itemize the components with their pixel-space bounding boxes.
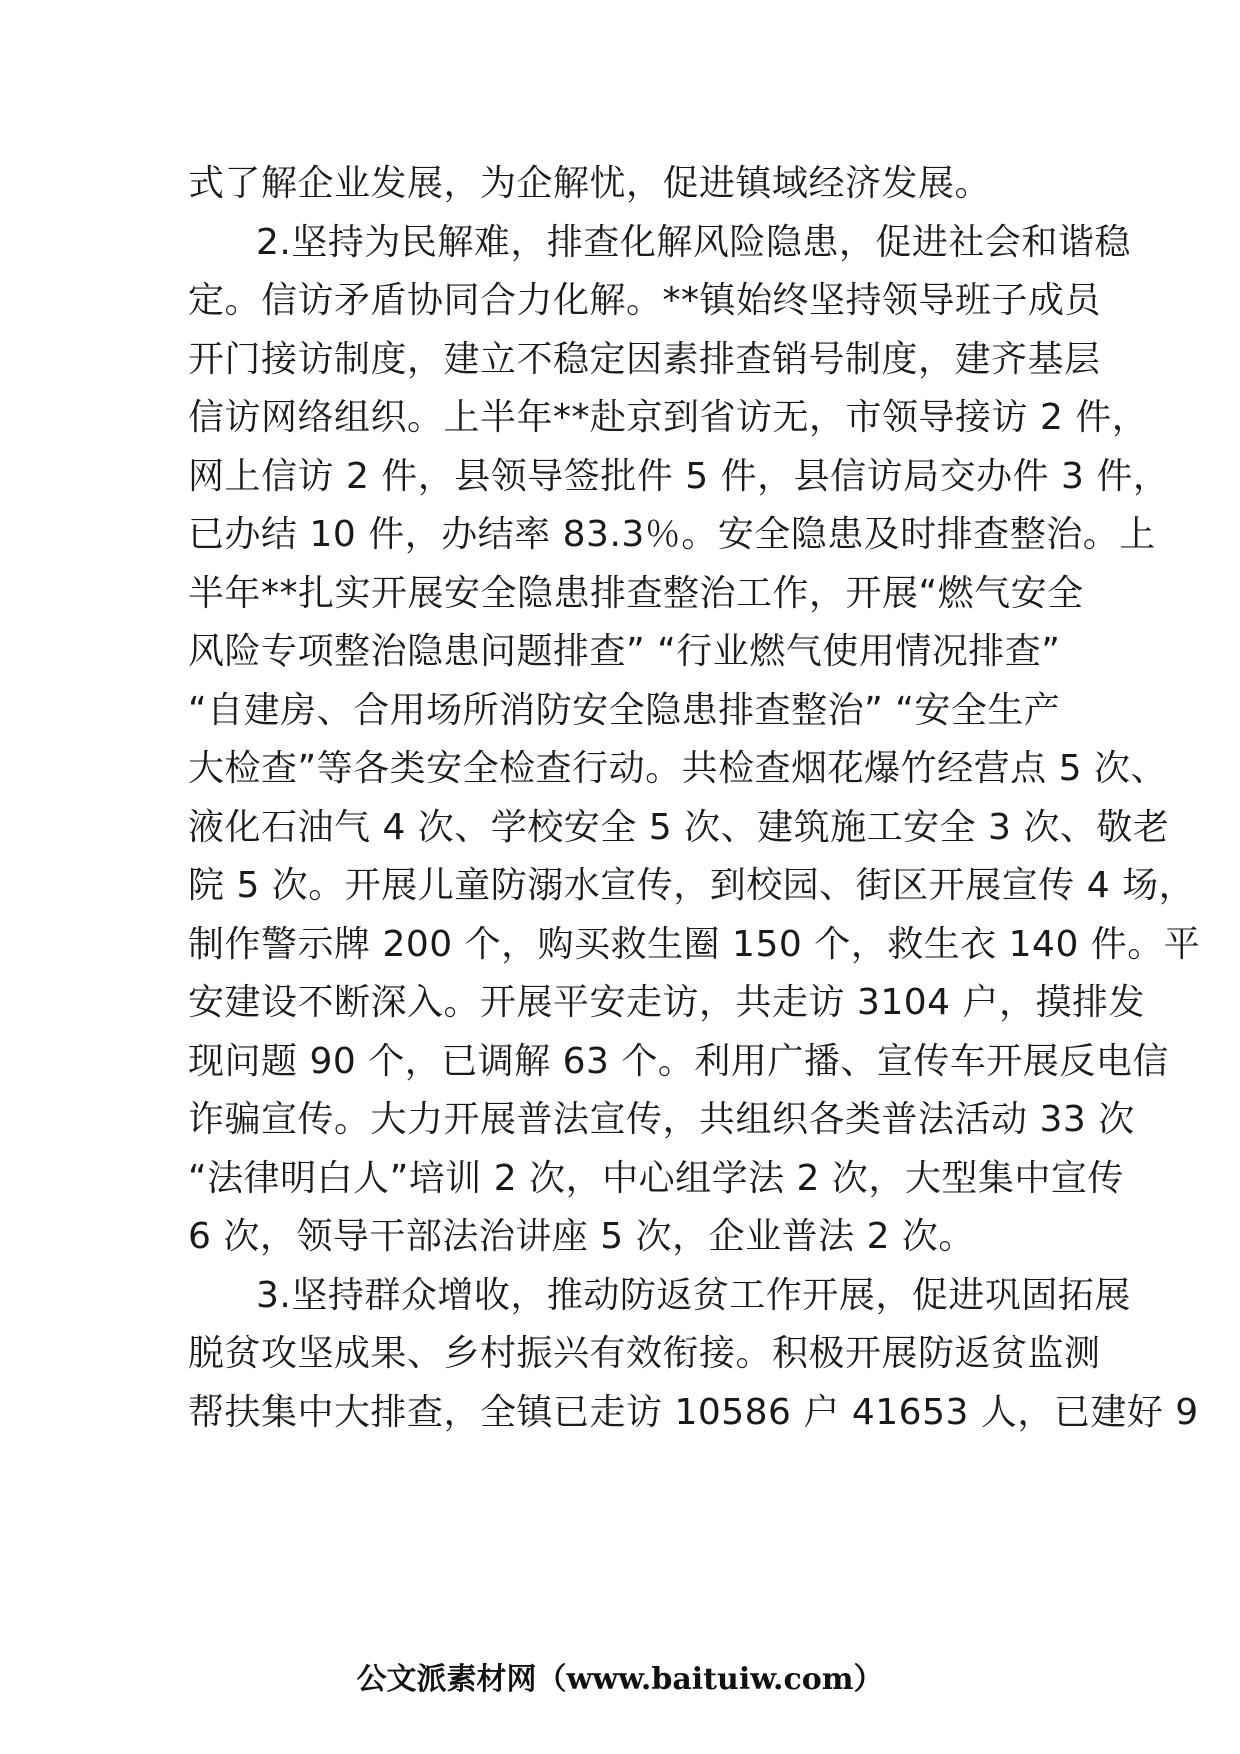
text-line: 脱贫攻坚成果、乡村振兴有效衔接。积极开展防返贫监测 [188,1333,1101,1374]
text-line: 院 5 次。开展儿童防溺水宣传，到校园、街区开展宣传 4 场， [188,865,1196,906]
text-line: “自建房、合用场所消防安全隐患排查整治” “安全生产 [188,690,1061,731]
text-line: 信访网络组织。上半年**赴京到省访无，市领导接访 2 件， [188,397,1149,438]
text-line: 式了解企业发展，为企解忧，促进镇域经济发展。 [188,163,992,204]
footer-watermark: 公文派素材网（www.baituiw.com） [356,1662,884,1697]
text-line: 3.坚持群众增收，推动防返贫工作开展，促进巩固拓展 [256,1275,1131,1316]
text-line: 2.坚持为民解难，排查化解风险隐患，促进社会和谐稳 [256,222,1131,263]
text-line: 帮扶集中大排查，全镇已走访 10586 户 41653 人，已建好 9 [188,1392,1199,1433]
text-line: 定。信访矛盾协同合力化解。**镇始终坚持领导班子成员 [188,280,1102,321]
text-line: 制作警示牌 200 个，购买救生圈 150 个，救生衣 140 件。平 [188,924,1201,965]
text-line: 液化石油气 4 次、学校安全 5 次、建筑施工安全 3 次、敬老 [188,807,1170,848]
text-line: 6 次，领导干部法治讲座 5 次，企业普法 2 次。 [188,1216,975,1257]
text-line: 现问题 90 个，已调解 63 个。利用广播、宣传车开展反电信 [188,1041,1169,1082]
text-line: 风险专项整治隐患问题排查” “行业燃气使用情况排查” [188,631,1061,672]
text-line: 开门接访制度，建立不稳定因素排查销号制度，建齐基层 [188,339,1101,380]
text-line: 半年**扎实开展安全隐患排查整治工作，开展“燃气安全 [188,573,1084,614]
text-line: “法律明白人”培训 2 次，中心组学法 2 次，大型集中宣传 [188,1158,1124,1199]
text-line: 诈骗宣传。大力开展普法宣传，共组织各类普法活动 33 次 [188,1099,1135,1140]
text-line: 网上信访 2 件，县领导签批件 5 件，县信访局交办件 3 件， [188,456,1170,497]
text-line: 已办结 10 件，办结率 83.3％。安全隐患及时排查整治。上 [188,514,1156,555]
text-line: 大检查”等各类安全检查行动。共检查烟花爆竹经营点 5 次、 [188,748,1167,789]
text-line: 安建设不断深入。开展平安走访，共走访 3104 户，摸排发 [188,982,1146,1023]
